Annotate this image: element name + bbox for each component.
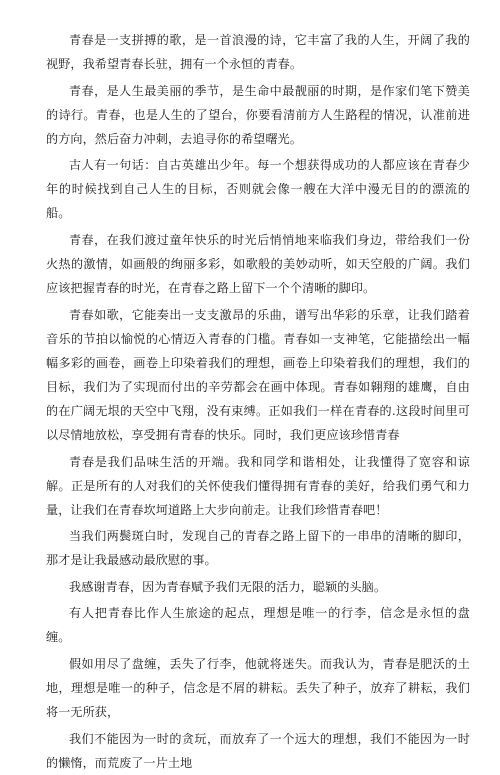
paragraph: 假如用尽了盘缠，丢失了行李，他就将迷失。而我认为，青春是肥沃的土地，理想是唯一的种子，信念是不屑的耕耘。丢失了种子，放弃了耕耘，我们将一无所获， — [46, 656, 470, 720]
paragraph: 青春，是人生最美丽的季节，是生命中最靓丽的时期，是作家们笔下赞美的诗行。青春，也是人生的了望台，你要看清前方人生路程的情况，认准前进的方向，然后奋力冲刺，去追寻你的希望曙光。 — [46, 83, 470, 146]
paragraph: 青春是我们品味生活的开端。我和同学和谐相处，让我懂得了宽容和谅解。正是所有的人对我们的关怀使我们懂得拥有青春的美好，给我们勇气和力量，让我们在青春坎坷道路上大步向前走。让我们珍惜青春吧！ — [46, 454, 470, 517]
paragraph: 青春如歌，它能奏出一支支激昂的乐曲，谱写出华彩的乐章，让我们踏着音乐的节拍以愉悦的心情迈入青春的门槛。青春如一支神笔，它能描绘出一幅幅多彩的画卷，画卷上印染着我们的理想，画卷上印染着我们的理想，我们的目标，我们为了实现而付出的辛劳都会在画中体现。青春如翱翔的雄鹰，自由的在广阔无垠的天空中飞翔，没有束缚。正如我们一样在青春的.这段时间里可以尽情地放松，享受拥有青春的快乐。同时，我们更应该珍惜青春 — [46, 307, 470, 443]
paragraph: 青春是一支拼搏的歌，是一首浪漫的诗，它丰富了我的人生，开阔了我的视野，我希望青春长驻，拥有一个永恒的青春。 — [46, 33, 470, 72]
paragraph: 我感谢青春，因为青春赋予我们无限的活力，聪颖的头脑。 — [69, 579, 387, 594]
paragraph: 青春，在我们渡过童年快乐的时光后悄悄地来临我们身边，带给我们一份火热的激情，如画般的绚丽多彩，如歌般的美妙动听，如天空般的广阔。我们应该把握青春的时光，在青春之路上留下一个个清晰的脚印。 — [46, 232, 470, 296]
paragraph: 当我们两鬓斑白时，发现自己的青春之路上留下的一串串的清晰的脚印，那才是让我最感动最欣慰的事。 — [46, 529, 470, 568]
essay-body — [46, 28, 470, 775]
paragraph: 我们不能因为一时的贪玩，而放弃了一个远大的理想，我们不能因为一时的懒惰，而荒废了一片土地 — [46, 731, 470, 770]
paragraph: 有人把青春比作人生旅途的起点，理想是唯一的行李，信念是永恒的盘缠。 — [46, 606, 470, 645]
paragraph: 古人有一句话：自古英雄出少年。每一个想获得成功的人都应该在青春少年的时候找到自己人生的目标，否则就会像一艘在大洋中漫无目的的漂流的船。 — [46, 158, 470, 221]
